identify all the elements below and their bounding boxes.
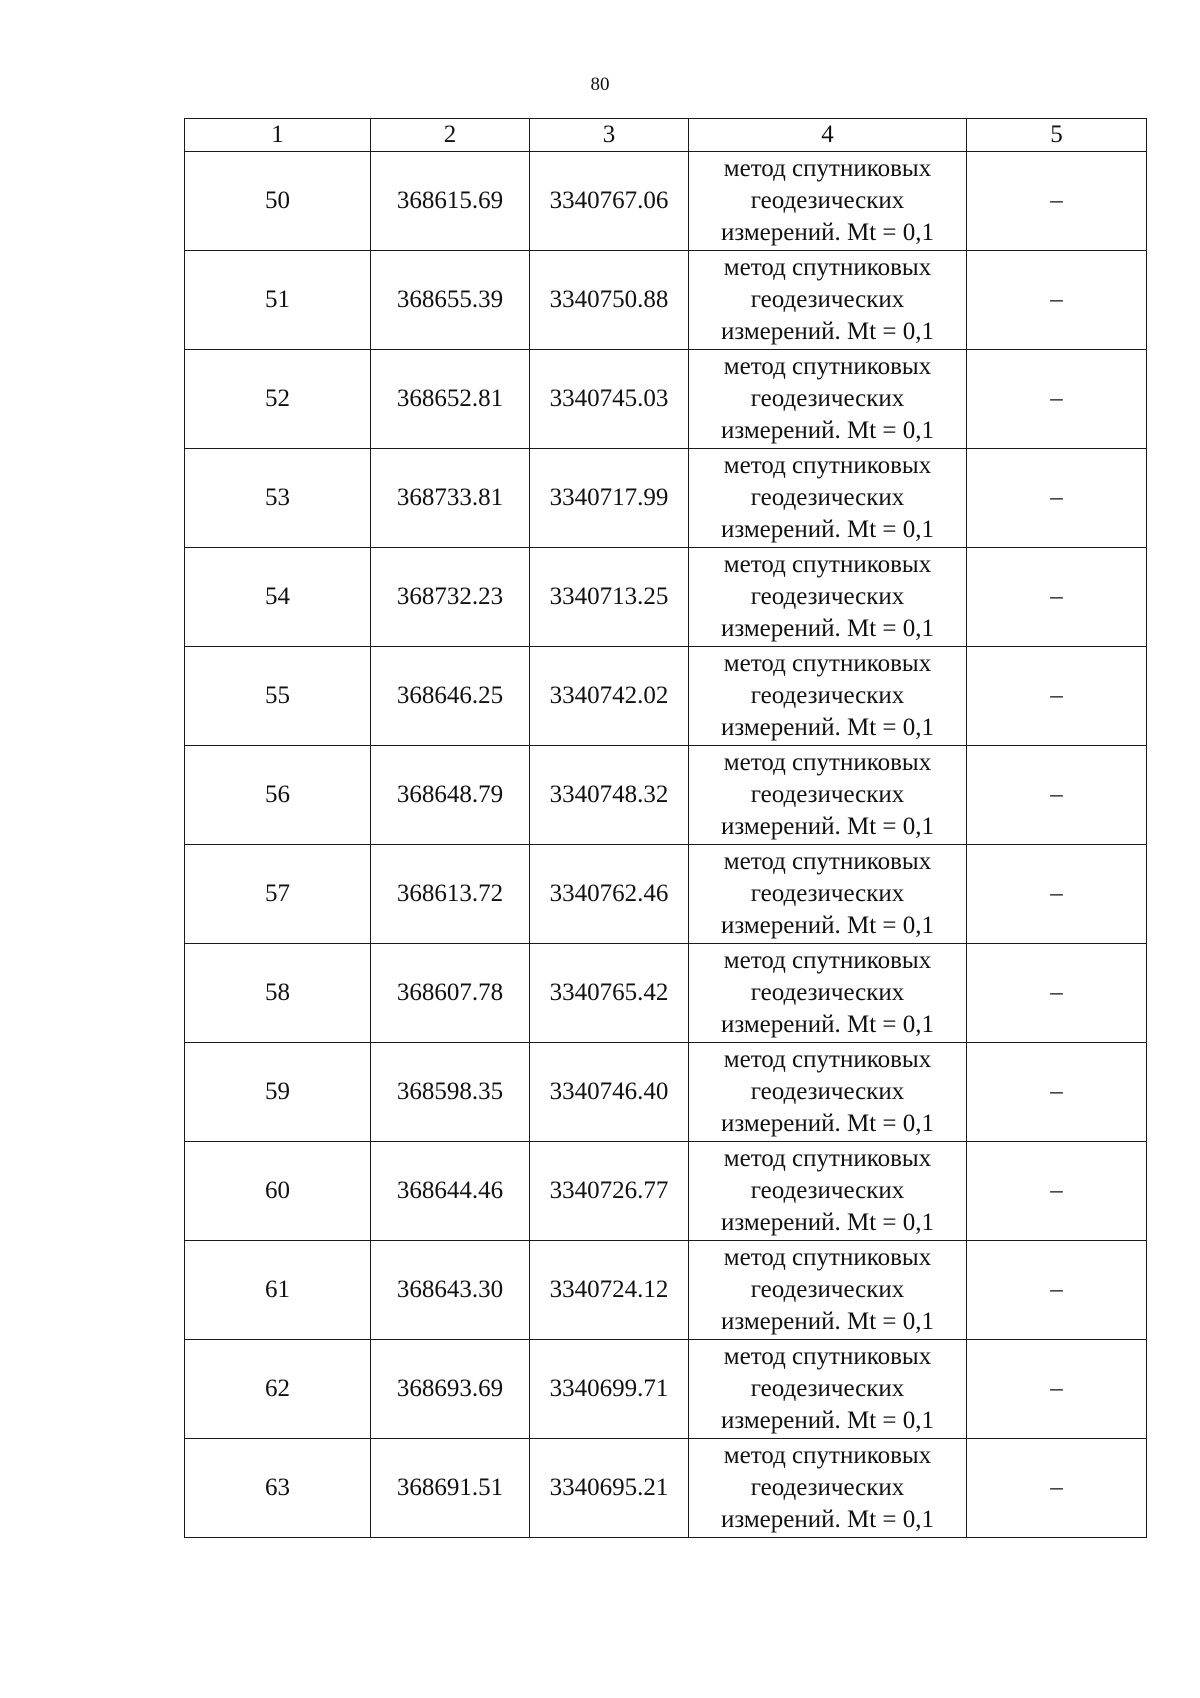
method-line: измерений. Mt = 0,1: [720, 1209, 935, 1236]
y-coordinate-cell: 3340726.77: [530, 1142, 689, 1241]
table-row: [185, 1142, 1147, 1241]
note-cell: –: [967, 251, 1147, 350]
method-line: метод спутниковых: [723, 452, 932, 479]
table-row: [185, 1439, 1147, 1538]
y-coordinate-cell: 3340746.40: [530, 1043, 689, 1142]
table-row: [185, 251, 1147, 350]
note-cell: –: [967, 1439, 1147, 1538]
method-line: метод спутниковых: [723, 1046, 932, 1073]
y-coordinate-cell: 3340765.42: [530, 944, 689, 1043]
header-row: [185, 119, 1147, 152]
method-line: метод спутниковых: [723, 155, 932, 182]
table-header: [185, 119, 1147, 152]
table-row: [185, 845, 1147, 944]
note-cell: –: [967, 1043, 1147, 1142]
point-number-cell: 56: [185, 746, 371, 845]
method-line: геодезических: [750, 1375, 905, 1402]
note-cell: –: [967, 944, 1147, 1043]
table-row: [185, 1043, 1147, 1142]
method-cell: [689, 152, 967, 251]
method-line: геодезических: [750, 979, 905, 1006]
table-row: [185, 1340, 1147, 1439]
method-line: измерений. Mt = 0,1: [720, 813, 935, 840]
method-line: метод спутниковых: [723, 353, 932, 380]
x-coordinate-cell: 368598.35: [371, 1043, 530, 1142]
method-line: метод спутниковых: [723, 1343, 932, 1370]
point-number-cell: 62: [185, 1340, 371, 1439]
method-line: измерений. Mt = 0,1: [720, 1506, 935, 1533]
method-line: геодезических: [750, 1276, 905, 1303]
column-header-3: 3: [530, 119, 689, 152]
method-line: метод спутниковых: [723, 947, 932, 974]
table-row: [185, 944, 1147, 1043]
y-coordinate-cell: 3340750.88: [530, 251, 689, 350]
column-header-4: 4: [689, 119, 967, 152]
column-header-2: 2: [371, 119, 530, 152]
method-line: метод спутниковых: [723, 254, 932, 281]
table-row: [185, 746, 1147, 845]
method-cell: [689, 845, 967, 944]
method-line: измерений. Mt = 0,1: [720, 219, 935, 246]
y-coordinate-cell: 3340767.06: [530, 152, 689, 251]
method-line: измерений. Mt = 0,1: [720, 1110, 935, 1137]
table-body: [185, 152, 1147, 1538]
note-cell: –: [967, 1340, 1147, 1439]
note-cell: –: [967, 548, 1147, 647]
note-cell: –: [967, 746, 1147, 845]
method-line: измерений. Mt = 0,1: [720, 912, 935, 939]
method-cell: [689, 449, 967, 548]
method-line: измерений. Mt = 0,1: [720, 516, 935, 543]
method-line: измерений. Mt = 0,1: [720, 1011, 935, 1038]
point-number-cell: 50: [185, 152, 371, 251]
method-line: метод спутниковых: [723, 650, 932, 677]
method-line: измерений. Mt = 0,1: [720, 1407, 935, 1434]
x-coordinate-cell: 368613.72: [371, 845, 530, 944]
method-cell: [689, 1241, 967, 1340]
point-number-cell: 53: [185, 449, 371, 548]
point-number-cell: 58: [185, 944, 371, 1043]
method-line: геодезических: [750, 286, 905, 313]
column-header-5: 5: [967, 119, 1147, 152]
table-row: [185, 1241, 1147, 1340]
x-coordinate-cell: 368646.25: [371, 647, 530, 746]
x-coordinate-cell: 368643.30: [371, 1241, 530, 1340]
x-coordinate-cell: 368655.39: [371, 251, 530, 350]
point-number-cell: 61: [185, 1241, 371, 1340]
method-cell: [689, 1439, 967, 1538]
point-number-cell: 63: [185, 1439, 371, 1538]
method-line: измерений. Mt = 0,1: [720, 1308, 935, 1335]
method-line: измерений. Mt = 0,1: [720, 615, 935, 642]
method-line: геодезических: [750, 880, 905, 907]
x-coordinate-cell: 368652.81: [371, 350, 530, 449]
note-cell: –: [967, 449, 1147, 548]
method-cell: [689, 251, 967, 350]
point-number-cell: 52: [185, 350, 371, 449]
method-line: геодезических: [750, 1474, 905, 1501]
method-cell: [689, 350, 967, 449]
method-line: измерений. Mt = 0,1: [720, 714, 935, 741]
point-number-cell: 54: [185, 548, 371, 647]
point-number-cell: 60: [185, 1142, 371, 1241]
y-coordinate-cell: 3340695.21: [530, 1439, 689, 1538]
method-line: геодезических: [750, 1177, 905, 1204]
y-coordinate-cell: 3340717.99: [530, 449, 689, 548]
note-cell: –: [967, 647, 1147, 746]
x-coordinate-cell: 368693.69: [371, 1340, 530, 1439]
y-coordinate-cell: 3340713.25: [530, 548, 689, 647]
point-number-cell: 59: [185, 1043, 371, 1142]
x-coordinate-cell: 368733.81: [371, 449, 530, 548]
method-cell: [689, 1340, 967, 1439]
table-row: [185, 152, 1147, 251]
x-coordinate-cell: 368732.23: [371, 548, 530, 647]
note-cell: –: [967, 152, 1147, 251]
method-line: геодезических: [750, 1078, 905, 1105]
method-line: метод спутниковых: [723, 1442, 932, 1469]
note-cell: –: [967, 845, 1147, 944]
x-coordinate-cell: 368648.79: [371, 746, 530, 845]
x-coordinate-cell: 368607.78: [371, 944, 530, 1043]
method-cell: [689, 746, 967, 845]
note-cell: –: [967, 1142, 1147, 1241]
method-line: метод спутниковых: [723, 1145, 932, 1172]
method-cell: [689, 1043, 967, 1142]
note-cell: –: [967, 350, 1147, 449]
method-line: метод спутниковых: [723, 551, 932, 578]
y-coordinate-cell: 3340762.46: [530, 845, 689, 944]
x-coordinate-cell: 368644.46: [371, 1142, 530, 1241]
y-coordinate-cell: 3340699.71: [530, 1340, 689, 1439]
point-number-cell: 57: [185, 845, 371, 944]
x-coordinate-cell: 368691.51: [371, 1439, 530, 1538]
y-coordinate-cell: 3340742.02: [530, 647, 689, 746]
method-cell: [689, 647, 967, 746]
method-line: геодезических: [750, 484, 905, 511]
method-cell: [689, 1142, 967, 1241]
method-line: геодезических: [750, 187, 905, 214]
method-cell: [689, 548, 967, 647]
note-cell: –: [967, 1241, 1147, 1340]
point-number-cell: 51: [185, 251, 371, 350]
table-row: [185, 449, 1147, 548]
method-line: геодезических: [750, 682, 905, 709]
column-header-1: 1: [185, 119, 371, 152]
y-coordinate-cell: 3340745.03: [530, 350, 689, 449]
x-coordinate-cell: 368615.69: [371, 152, 530, 251]
table-row: [185, 548, 1147, 647]
table-row: [185, 350, 1147, 449]
point-number-cell: 55: [185, 647, 371, 746]
page-number: 80: [590, 74, 610, 95]
method-line: геодезических: [750, 385, 905, 412]
method-line: измерений. Mt = 0,1: [720, 318, 935, 345]
y-coordinate-cell: 3340724.12: [530, 1241, 689, 1340]
method-line: геодезических: [750, 781, 905, 808]
table-row: [185, 647, 1147, 746]
y-coordinate-cell: 3340748.32: [530, 746, 689, 845]
method-line: метод спутниковых: [723, 848, 932, 875]
method-cell: [689, 944, 967, 1043]
method-line: метод спутниковых: [723, 1244, 932, 1271]
method-line: метод спутниковых: [723, 749, 932, 776]
method-line: измерений. Mt = 0,1: [720, 417, 935, 444]
coordinates-table: [184, 118, 1147, 1538]
method-line: геодезических: [750, 583, 905, 610]
